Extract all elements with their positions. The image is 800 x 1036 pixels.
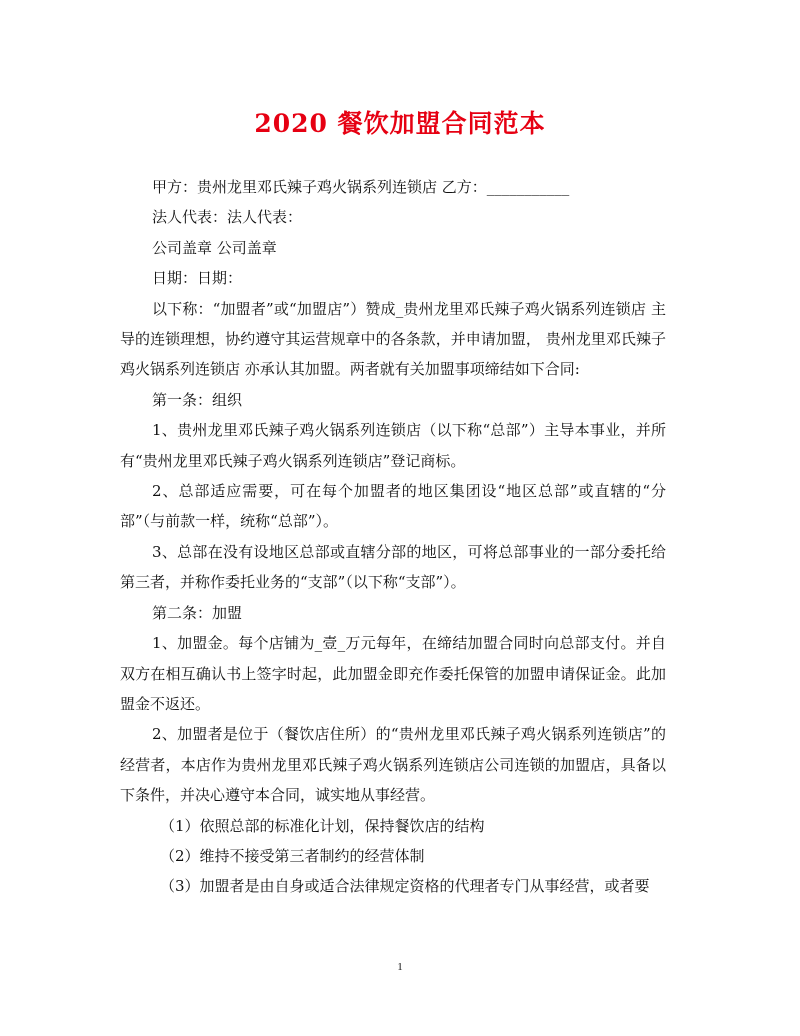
article-heading: 第二条：加盟	[152, 603, 243, 622]
date-line: 日期：日期：	[152, 269, 243, 288]
clause-paragraph: 2、总部适应需要，可在每个加盟者的地区集团设“地区总部”或直辖的“分部”（与前款一样，统称“总部”）。	[120, 482, 666, 531]
clause-paragraph: 1、贵州龙里邓氏辣子鸡火锅系列连锁店（以下称“总部”）主导本事业，并所有“贵州龙里邓氏辣子鸡火锅系列连锁店”登记商标。	[120, 421, 666, 470]
legal-representative-line: 法人代表：法人代表：	[152, 208, 303, 227]
article-heading: 第一条：组织	[152, 390, 243, 409]
clause-paragraph: 2、加盟者是位于（餐饮店住所）的“贵州龙里邓氏辣子鸡火锅系列连锁店”的经营者，本店作为贵州龙里邓氏辣子鸡火锅系列连锁店公司连锁的加盟店，具备以下条件，并决心遵守本合同，诚实地从事经营。	[120, 725, 666, 805]
preamble-paragraph: 以下称：“加盟者”或“加盟店”）赞成_贵州龙里邓氏辣子鸡火锅系列连锁店 主导的连锁理想，协约遵守其运营规章中的各条款，并申请加盟， 贵州龙里邓氏辣子鸡火锅系列连锁店 亦承认其加盟。两者就有关加盟事项缔结如下合同:	[120, 299, 666, 379]
clause-paragraph: 3、总部在没有设地区总部或直辖分部的地区，可将总部事业的一部分委托给第三者，并称作委托业务的“支部”（以下称“支部”）。	[120, 542, 666, 592]
page-number: 1	[397, 961, 403, 973]
clause-paragraph: 1、加盟金。每个店铺为_壹_万元每年，在缔结加盟合同时向总部支付。并自双方在相互确认书上签字时起，此加盟金即充作委托保管的加盟申请保证金。此加盟金不返还。	[120, 634, 666, 713]
company-seal-line: 公司盖章 公司盖章	[152, 238, 277, 257]
list-item: （1）依照总部的标准化计划，保持餐饮店的结构	[160, 816, 485, 835]
document-title: 2020 餐饮加盟合同范本	[254, 109, 546, 138]
party-line: 甲方：贵州龙里邓氏辣子鸡火锅系列连锁店 乙方：___________	[152, 178, 570, 196]
list-item: （3）加盟者是由自身或适合法律规定资格的代理者专门从事经营，或者要	[160, 877, 650, 896]
contract-body	[120, 172, 666, 902]
list-item: （2）维持不接受第三者制约的经营体制	[160, 846, 425, 865]
